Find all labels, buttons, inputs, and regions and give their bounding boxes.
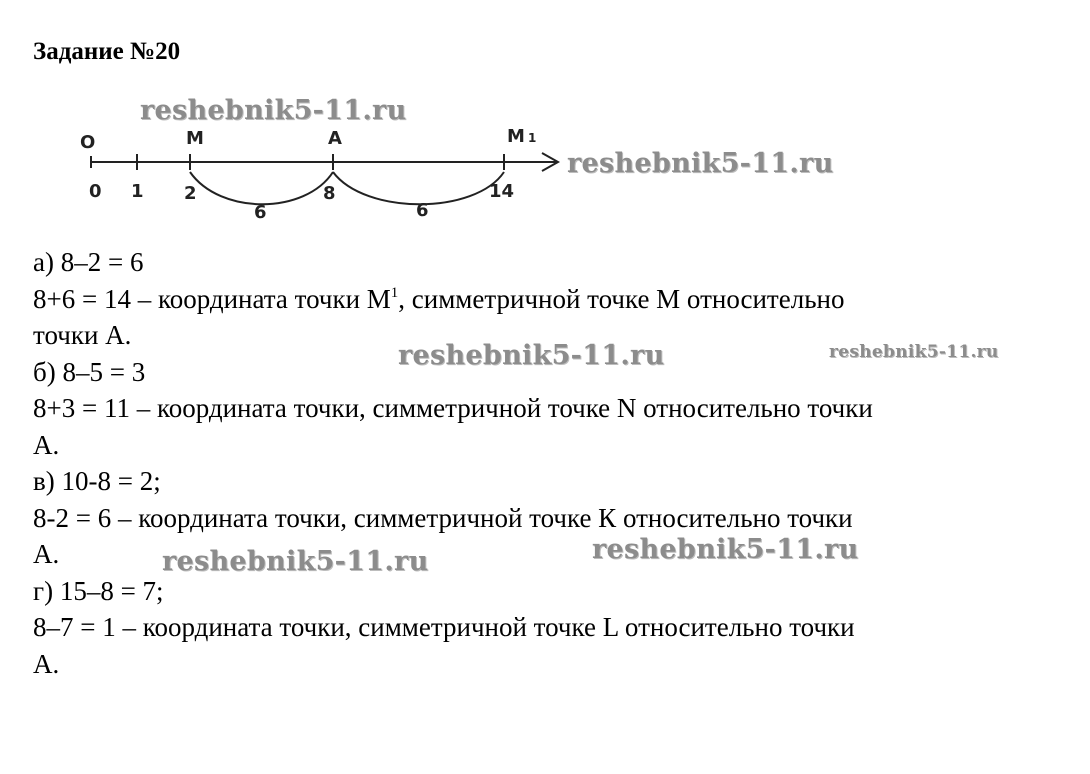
watermark: reshebnik5-11.ru — [592, 534, 859, 565]
solution-line: а) 8–2 = 6 — [33, 247, 144, 277]
solution-line: точки А. — [33, 320, 132, 350]
line-text: 8+6 = 14 – координата точки М — [33, 283, 391, 314]
solution-line: 8+3 = 11 – координата точки, симметричной точке N относительно точки — [33, 393, 873, 423]
point-label-m1-sub: 1 — [528, 131, 537, 145]
line-text: , симметричной точке М относительно — [398, 283, 845, 314]
solution-line: А. — [33, 648, 60, 679]
solution-line: б) 8–5 = 3 — [33, 356, 146, 387]
solution-line: 8–7 = 1 – координата точки, симметричной точке L относительно точки — [33, 612, 855, 642]
tick-label-8: 8 — [323, 183, 336, 204]
solution-line: А. — [33, 429, 60, 460]
solution-text — [33, 244, 873, 682]
task-title: Задание №20 — [33, 38, 181, 65]
number-line — [0, 110, 600, 235]
tick-label-1: 1 — [131, 181, 144, 202]
watermark: reshebnik5-11.ru — [829, 342, 999, 362]
solution-line: 8-2 = 6 – координата точки, симметричной точке К относительно точки — [33, 502, 853, 533]
watermark: reshebnik5-11.ru — [140, 95, 407, 126]
solution-line: А. — [33, 539, 60, 569]
solution-line: г) 15–8 = 7; — [33, 575, 164, 606]
watermark: reshebnik5-11.ru — [567, 148, 834, 179]
tick-label-2: 2 — [184, 183, 197, 204]
tick-label-0: 0 — [89, 181, 102, 202]
watermark: reshebnik5-11.ru — [398, 340, 665, 371]
point-label-o: O — [80, 132, 96, 153]
point-label-a: A — [328, 128, 342, 149]
tick-label-14: 14 — [489, 181, 515, 202]
arc-m-a — [190, 172, 333, 204]
solution-line — [33, 281, 873, 318]
arc-label-right: 6 — [416, 200, 429, 221]
point-label-m1: M — [507, 126, 525, 147]
arc-label-left: 6 — [254, 202, 267, 223]
point-label-m: M — [186, 128, 204, 149]
watermark: reshebnik5-11.ru — [162, 546, 429, 577]
superscript: 1 — [390, 284, 399, 301]
solution-line: в) 10-8 = 2; — [33, 466, 161, 496]
